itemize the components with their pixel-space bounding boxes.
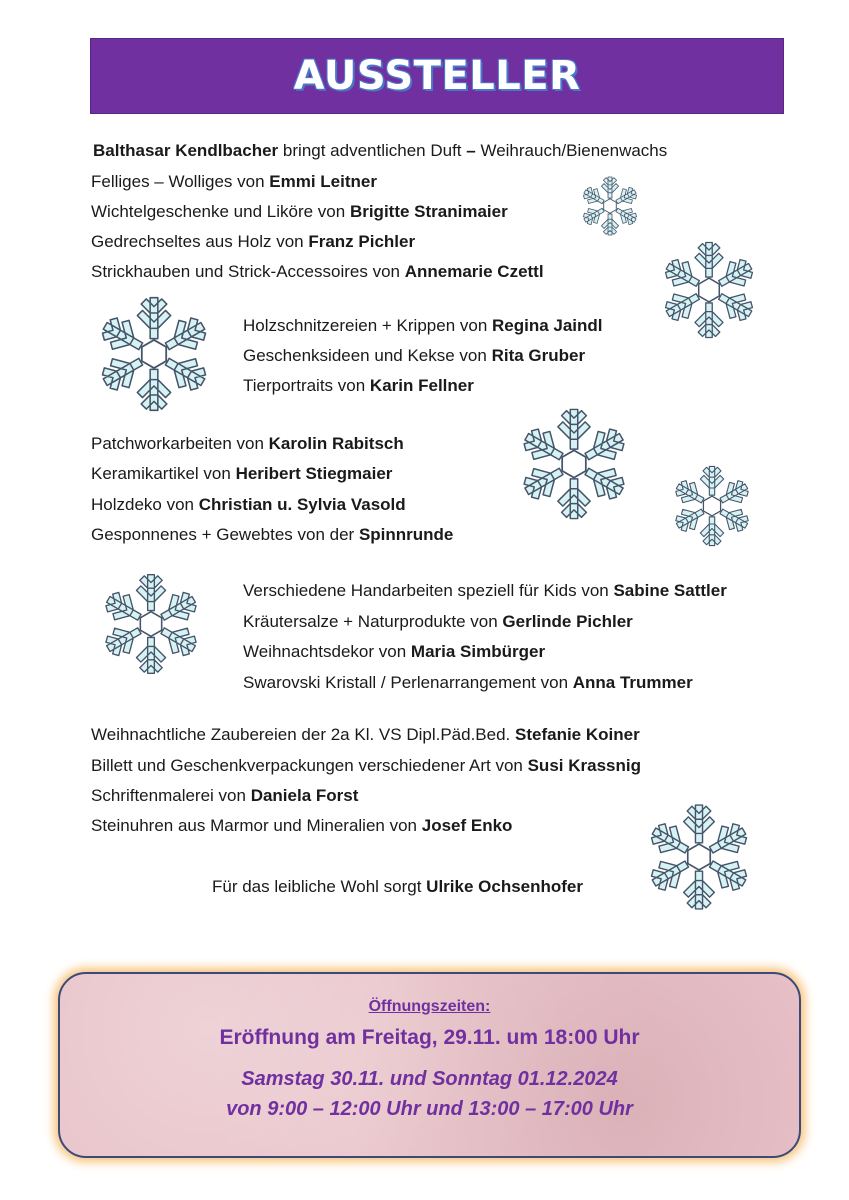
exhibitor-name: Christian u. Sylvia Vasold <box>198 495 406 514</box>
exhibitor-name: Emmi Leitner <box>269 172 377 191</box>
snowflake-icon <box>640 798 758 916</box>
exhibitor-name: Ulrike Ochsenhofer <box>426 877 583 896</box>
exhibitor-name: Sabine Sattler <box>613 581 727 600</box>
opening-hours-box <box>58 972 801 1158</box>
exhibitor-name: Rita Gruber <box>491 346 586 365</box>
exhibitor-name: Josef Enko <box>421 816 513 835</box>
exhibitor-text: Swarovski Kristall / Perlenarrangement von <box>243 673 573 692</box>
exhibitor-name: Karin Fellner <box>369 376 474 395</box>
exhibitor-line <box>243 345 585 367</box>
exhibitor-name: Regina Jaindl <box>492 316 603 335</box>
weekend-times: von 9:00 – 12:00 Uhr und 13:00 – 17:00 Uhr <box>226 1098 633 1120</box>
snowflake-icon <box>90 290 218 418</box>
exhibitor-line <box>91 755 641 777</box>
exhibitor-name: Maria Simbürger <box>410 642 546 661</box>
exhibitor-line <box>91 785 358 807</box>
exhibitor-name: Heribert Stiegmaier <box>235 464 393 483</box>
exhibitor-text: Kräutersalze + Naturprodukte von <box>243 612 503 631</box>
exhibitor-text: Keramikartikel von <box>91 464 236 483</box>
exhibitor-text: Gedrechseltes aus Holz von <box>91 232 309 251</box>
exhibitor-line <box>91 524 453 546</box>
exhibitor-line <box>91 494 406 516</box>
exhibitor-suffix: Weihrauch/Bienenwachs <box>475 141 668 160</box>
exhibitor-line <box>91 463 392 485</box>
exhibitor-line <box>91 231 415 253</box>
exhibitor-text: Für das leibliche Wohl sorgt <box>212 877 427 896</box>
exhibitor-text: Weihnachtliche Zaubereien der 2a Kl. VS Dipl.Päd.Bed. <box>91 725 515 744</box>
snowflake-icon <box>655 236 763 344</box>
exhibitor-text: Felliges – Wolliges von <box>91 172 270 191</box>
exhibitor-name: Susi Krassnig <box>527 756 641 775</box>
weekend-dates: Samstag 30.11. und Sonntag 01.12.2024 <box>241 1068 618 1090</box>
snowflake-icon <box>95 568 207 680</box>
exhibitor-text: Wichtelgeschenke und Liköre von <box>91 202 350 221</box>
exhibitor-name: Karolin Rabitsch <box>268 434 404 453</box>
exhibitor-line <box>243 611 633 633</box>
exhibitor-line <box>91 433 404 455</box>
snowflake-icon <box>512 402 636 526</box>
exhibitor-text: Holzschnitzereien + Krippen von <box>243 316 492 335</box>
exhibitor-text: Billett und Geschenkverpackungen verschiedener Art von <box>91 756 528 775</box>
exhibitor-name: Daniela Forst <box>250 786 359 805</box>
exhibitor-name: Gerlinde Pichler <box>502 612 633 631</box>
exhibitor-text: Verschiedene Handarbeiten speziell für Kids von <box>243 581 614 600</box>
exhibitor-line <box>91 171 377 193</box>
exhibitor-name: Brigitte Stranimaier <box>349 202 508 221</box>
exhibitor-text: Steinuhren aus Marmor und Mineralien von <box>91 816 422 835</box>
exhibitor-line <box>243 641 545 663</box>
exhibitor-text: Weihnachtsdekor von <box>243 642 411 661</box>
exhibitor-text: Gesponnenes + Gewebtes von der <box>91 525 359 544</box>
snowflake-icon <box>577 173 643 239</box>
exhibitor-text: Strickhauben und Strick-Accessoires von <box>91 262 405 281</box>
exhibitor-text: Geschenksideen und Kekse von <box>243 346 492 365</box>
exhibitor-line <box>243 375 474 397</box>
exhibitor-name: Anna Trummer <box>572 673 693 692</box>
exhibitor-line <box>91 815 512 837</box>
opening-hours-heading: Öffnungszeiten: <box>368 998 491 1015</box>
exhibitor-name: Franz Pichler <box>308 232 416 251</box>
exhibitor-text: bringt adventlichen Duft <box>282 141 467 160</box>
exhibitor-line <box>243 315 603 337</box>
exhibitor-text: Tierportraits von <box>243 376 370 395</box>
exhibitor-name: Annemarie Czettl <box>404 262 544 281</box>
exhibitor-line <box>243 672 693 694</box>
page-title: AUSSTELLER <box>293 53 581 99</box>
exhibitor-name: Stefanie Koiner <box>515 725 640 744</box>
exhibitor-text: Patchworkarbeiten von <box>91 434 269 453</box>
snowflake-icon <box>667 461 757 551</box>
exhibitor-text: Holzdeko von <box>91 495 199 514</box>
exhibitor-line <box>91 261 544 283</box>
title-banner <box>90 38 784 114</box>
exhibitor-text: Schriftenmalerei von <box>91 786 251 805</box>
opening-line: Eröffnung am Freitag, 29.11. um 18:00 Uhr <box>219 1026 640 1049</box>
exhibitor-name: Balthasar Kendlbacher <box>93 141 279 160</box>
exhibitor-line <box>91 201 508 223</box>
exhibitor-dash: – <box>466 141 476 160</box>
catering-line <box>212 876 583 898</box>
exhibitor-line <box>93 140 667 162</box>
exhibitor-name: Spinnrunde <box>358 525 454 544</box>
exhibitor-line <box>91 724 640 746</box>
exhibitor-line <box>243 580 727 602</box>
